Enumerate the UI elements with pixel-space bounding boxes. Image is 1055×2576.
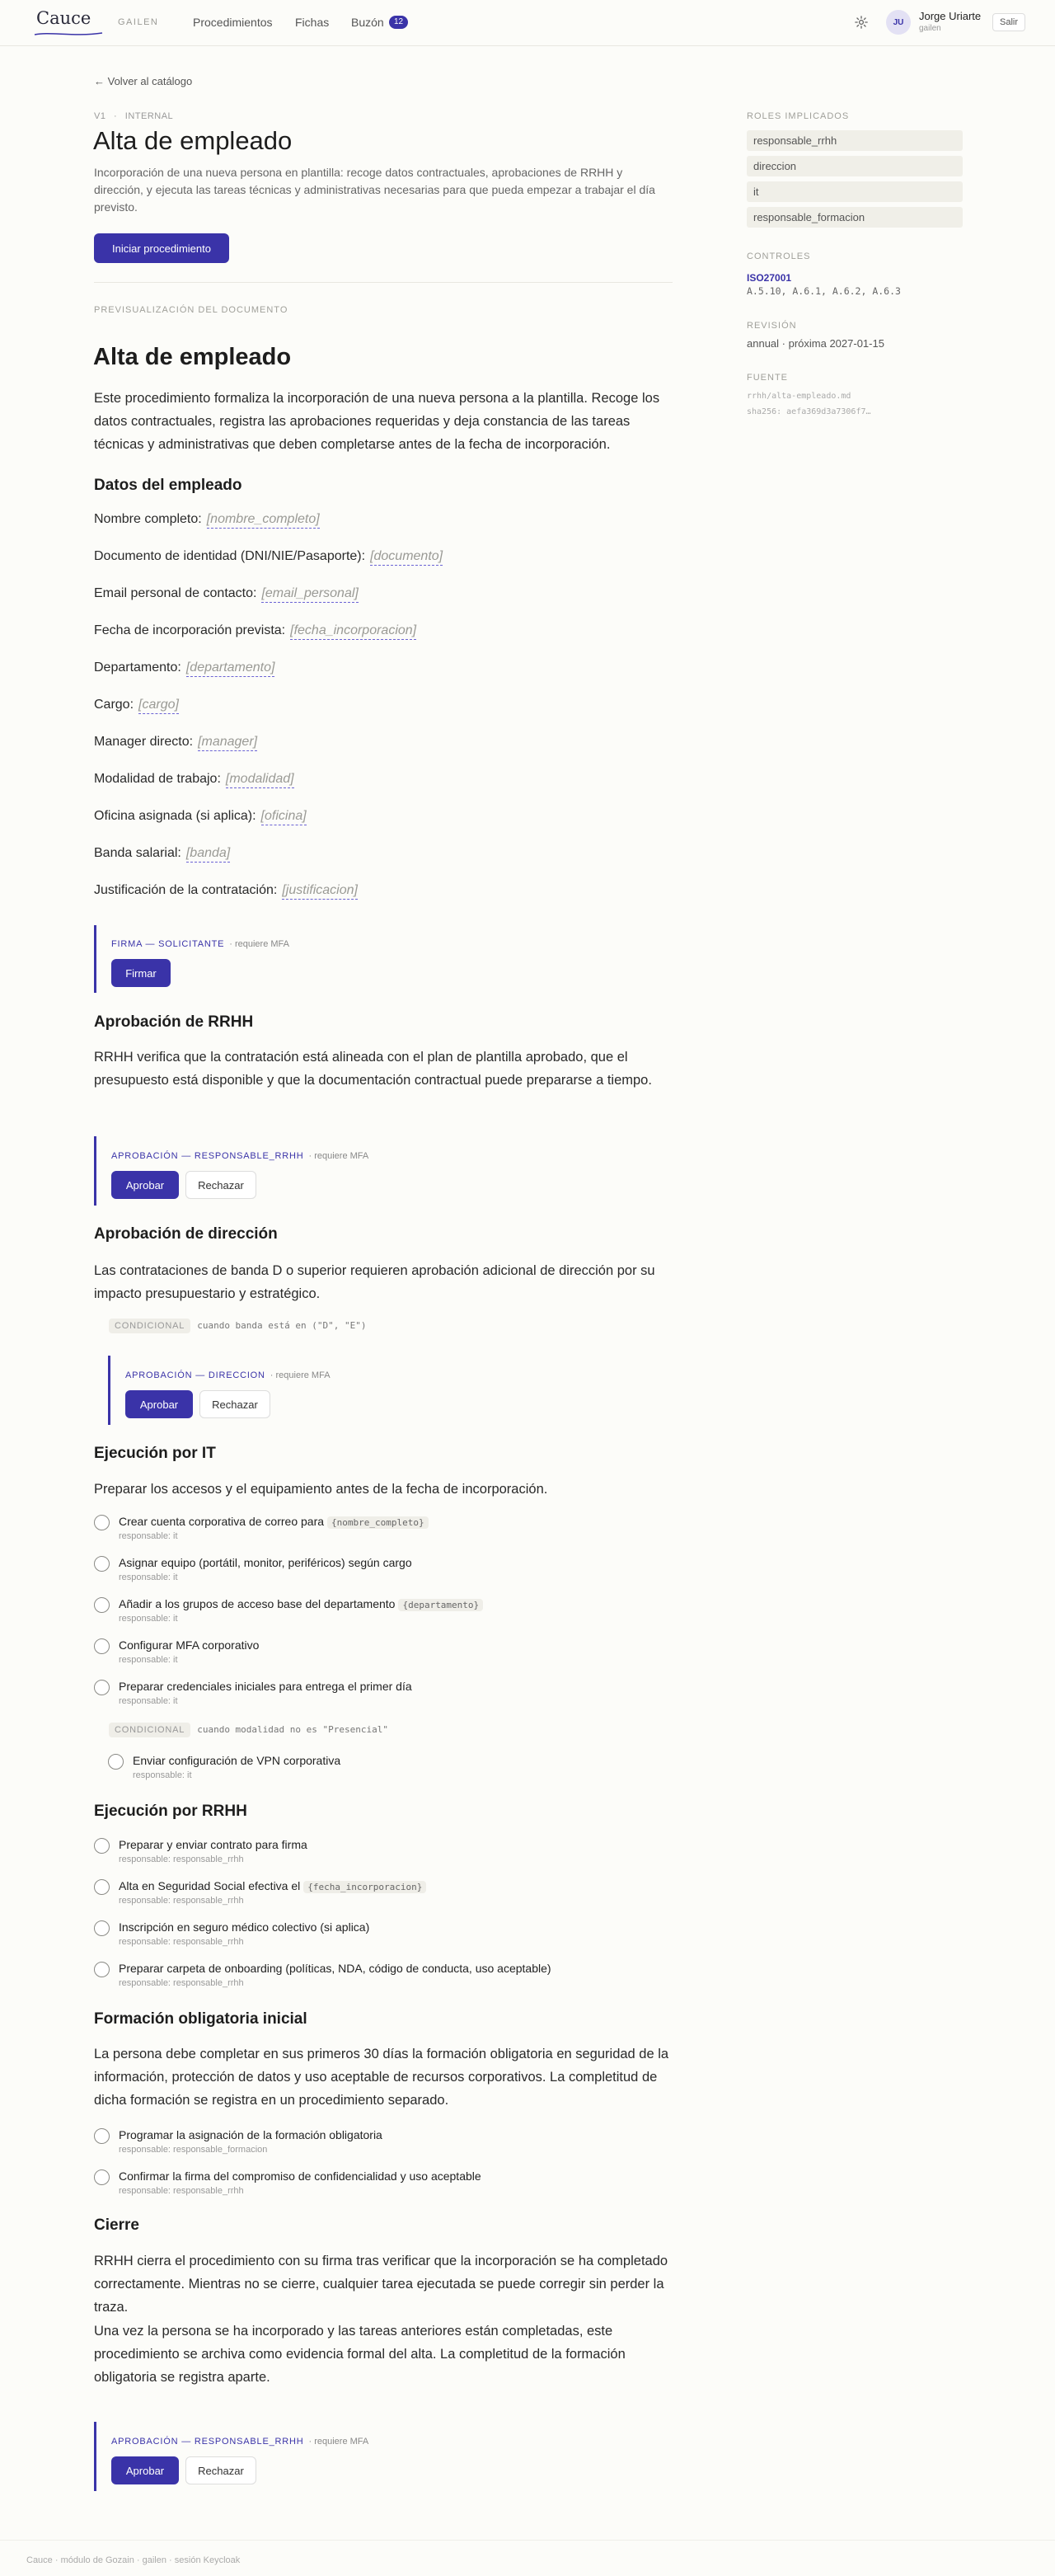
nav-buzon[interactable]: Buzón <box>351 16 384 29</box>
condition-text: cuando banda está en ("D", "E") <box>197 1320 367 1331</box>
version-meta: V1 · INTERNAL <box>94 111 174 121</box>
inbox-count-badge: 12 <box>389 16 408 29</box>
field-oficina: Oficina asignada (si aplica): [oficina] <box>94 809 307 824</box>
task-responsible: responsable: responsable_rrhh <box>119 1854 244 1864</box>
avatar[interactable]: JU <box>886 10 911 35</box>
nav-fichas[interactable]: Fichas <box>295 16 330 29</box>
source-file: rrhh/alta-empleado.md <box>747 392 851 401</box>
field-documento: Documento de identidad (DNI/NIE/Pasaporte): [documento] <box>94 549 443 564</box>
logo[interactable] <box>36 8 91 28</box>
field-banda: Banda salarial: [banda] <box>94 846 230 861</box>
user-name: Jorge Uriarte <box>919 10 982 22</box>
it-text: Preparar los accesos y el equipamiento antes de la fecha de incorporación. <box>94 1482 548 1497</box>
placeholder-fecha[interactable]: [fecha_incorporacion] <box>290 623 416 640</box>
mfa-note: · requiere MFA <box>229 939 289 949</box>
task-responsible: responsable: it <box>119 1531 178 1541</box>
mfa-note: · requiere MFA <box>308 2437 369 2447</box>
close-text-2: Una vez la persona se ha incorporado y las tareas anteriores están completadas, este procedimiento se archiva como evidencia formal del alta. La completitud de la formación obligatoria se registra aparte. <box>94 2324 626 2385</box>
conditional-badge: CONDICIONAL <box>109 1319 190 1333</box>
task-responsible: responsable: responsable_rrhh <box>119 2186 244 2196</box>
role-chip: responsable_rrhh <box>747 130 963 151</box>
task-checkbox[interactable] <box>94 1962 110 1977</box>
mfa-note: · requiere MFA <box>270 1370 331 1380</box>
task-checkbox[interactable] <box>94 1680 110 1695</box>
task-label: Preparar y enviar contrato para firma <box>119 1838 307 1851</box>
version-label: V1 <box>94 111 106 121</box>
doc-title: Alta de empleado <box>93 344 292 370</box>
revision-value: annual · próxima 2027-01-15 <box>747 337 884 350</box>
approval-label: APROBACIÓN — RESPONSABLE_RRHH <box>111 1151 304 1161</box>
preview-label: PREVISUALIZACIÓN DEL DOCUMENTO <box>94 305 288 315</box>
task-responsible: responsable: responsable_rrhh <box>119 1978 244 1988</box>
placeholder-manager[interactable]: [manager] <box>198 735 257 751</box>
placeholder-oficina[interactable]: [oficina] <box>261 809 307 825</box>
placeholder-departamento[interactable]: [departamento] <box>186 660 275 677</box>
back-link-label: Volver al catálogo <box>107 75 193 87</box>
task-label: Enviar configuración de VPN corporativa <box>133 1754 341 1767</box>
placeholder-banda[interactable]: [banda] <box>186 846 230 863</box>
section-training-heading: Formación obligatoria inicial <box>94 2010 307 2028</box>
standard-label: ISO27001 <box>747 272 792 284</box>
approval-block-direccion <box>108 1356 672 1425</box>
field-fecha: Fecha de incorporación prevista: [fecha_incorporacion] <box>94 623 416 638</box>
signature-block-solicitante <box>94 925 673 993</box>
task-checkbox[interactable] <box>94 2128 110 2144</box>
task-responsible: responsable: it <box>119 1696 178 1706</box>
rrhh-approval-text: RRHH verifica que la contratación está alineada con el plan de plantilla aprobado, que el presupuesto está disponible y que la documentación contractual puede prepararse a tiempo. <box>94 1050 652 1088</box>
role-chip: direccion <box>747 156 963 176</box>
training-text: La persona debe completar en sus primeros 30 días la formación obligatoria en seguridad de la información, protección de datos y uso aceptable de recursos corporativos. La completitud de dicha formación se registra en un procedimiento separado. <box>94 2047 669 2108</box>
source-title: FUENTE <box>747 373 788 383</box>
section-dir-approval-heading: Aprobación de dirección <box>94 1225 278 1243</box>
task-label: Programar la asignación de la formación obligatoria <box>119 2128 382 2141</box>
field-modalidad: Modalidad de trabajo: [modalidad] <box>94 772 294 787</box>
section-it-heading: Ejecución por IT <box>94 1445 216 1462</box>
approve-button[interactable]: Aprobar <box>125 1390 193 1418</box>
source-hash: sha256: aefa369d3a7306f7… <box>747 407 871 416</box>
logout-button[interactable]: Salir <box>992 13 1025 31</box>
nav-procedimientos[interactable]: Procedimientos <box>193 16 273 29</box>
reject-button[interactable]: Rechazar <box>185 2456 256 2484</box>
top-bar <box>0 0 1055 46</box>
task-checkbox[interactable] <box>94 1838 110 1854</box>
page-description: Incorporación de una nueva persona en plantilla: recoge datos contractuales, aprobaciones de RRHH y dirección, y ejecuta las tareas técnicas y administrativas necesarias para que pueda empezar a trabajar el día previsto. <box>94 166 655 214</box>
start-procedure-button[interactable]: Iniciar procedimiento <box>94 233 229 263</box>
task-responsible: responsable: responsable_formacion <box>119 2145 268 2155</box>
placeholder-documento[interactable]: [documento] <box>370 549 443 566</box>
approval-block-rrhh <box>94 1136 673 1206</box>
task-label: Asignar equipo (portátil, monitor, periféricos) según cargo <box>119 1556 412 1569</box>
org-tag: GAILEN <box>118 17 159 27</box>
field-cargo: Cargo: [cargo] <box>94 698 179 712</box>
task-responsible: responsable: it <box>119 1655 178 1665</box>
approval-label: APROBACIÓN — RESPONSABLE_RRHH <box>111 2437 304 2447</box>
task-checkbox[interactable] <box>94 1556 110 1572</box>
logo-underline-icon <box>33 31 104 37</box>
task-label: Añadir a los grupos de acceso base del departamento {departamento} <box>119 1597 483 1610</box>
approval-label: APROBACIÓN — DIRECCION <box>125 1370 265 1380</box>
doc-intro: Este procedimiento formaliza la incorporación de una nueva persona a la plantilla. Recoge los datos contractuales, registra las aprobaciones requeridas y deja constancia de las tareas técnicas y administrativas que deben completarse antes de la fecha de incorporación. <box>94 391 660 452</box>
task-responsible: responsable: it <box>133 1770 192 1780</box>
task-label: Preparar carpeta de onboarding (políticas, NDA, código de conducta, uso aceptable) <box>119 1962 551 1975</box>
field-email: Email personal de contacto: [email_personal] <box>94 586 359 601</box>
task-label: Preparar credenciales iniciales para entrega el primer día <box>119 1680 412 1693</box>
page-title: Alta de empleado <box>93 126 293 155</box>
task-label: Alta en Seguridad Social efectiva el {fecha_incorporacion} <box>119 1879 426 1892</box>
placeholder-cargo[interactable]: [cargo] <box>138 698 179 714</box>
close-text-1: RRHH cierra el procedimiento con su firma tras verificar que la incorporación se ha completado correctamente. Mientras no se cierre, cualquier tarea ejecutada se puede corregir sin perder la traza. <box>94 2254 668 2315</box>
placeholder-justificacion[interactable]: [justificacion] <box>282 883 358 900</box>
task-label: Configurar MFA corporativo <box>119 1638 260 1652</box>
back-link[interactable] <box>94 75 192 87</box>
section-employee-heading: Datos del empleado <box>94 477 242 494</box>
section-close-heading: Cierre <box>94 2216 139 2234</box>
role-chip: it <box>747 181 963 202</box>
section-rrhh-approval-heading: Aprobación de RRHH <box>94 1013 254 1031</box>
condition-text: cuando modalidad no es "Presencial" <box>197 1724 388 1735</box>
task-label: Inscripción en seguro médico colectivo (si aplica) <box>119 1920 370 1934</box>
task-responsible: responsable: it <box>119 1614 178 1624</box>
reject-button[interactable]: Rechazar <box>199 1390 270 1418</box>
arrow-left-icon: ← <box>94 75 105 87</box>
user-org: gailen <box>919 24 941 33</box>
logo-text: Cauce <box>36 8 91 28</box>
sign-button[interactable]: Firmar <box>111 959 171 987</box>
section-rrhh-exec-heading: Ejecución por RRHH <box>94 1803 247 1820</box>
controls-title: CONTROLES <box>747 251 811 261</box>
roles-title: ROLES IMPLICADOS <box>747 111 850 121</box>
footer: Cauce · módulo de Gozain · gailen · sesión Keycloak <box>26 2555 241 2565</box>
approve-button[interactable]: Aprobar <box>111 1171 179 1199</box>
task-label: Crear cuenta corporativa de correo para {nombre_completo} <box>119 1515 429 1528</box>
placeholder-email[interactable]: [email_personal] <box>261 586 358 603</box>
dir-approval-text: Las contrataciones de banda D o superior requieren aprobación adicional de dirección por su impacto presupuestario y estratégico. <box>94 1263 655 1301</box>
task-responsible: responsable: it <box>119 1572 178 1582</box>
visibility-label: INTERNAL <box>124 111 174 121</box>
footer-divider <box>0 2540 1055 2541</box>
task-checkbox[interactable] <box>94 1920 110 1936</box>
task-responsible: responsable: responsable_rrhh <box>119 1937 244 1947</box>
condition-it <box>109 1723 388 1737</box>
conditional-badge: CONDICIONAL <box>109 1723 190 1737</box>
task-checkbox[interactable] <box>94 2169 110 2185</box>
approve-button[interactable]: Aprobar <box>111 2456 179 2484</box>
task-checkbox[interactable] <box>108 1754 124 1770</box>
field-manager: Manager directo: [manager] <box>94 735 257 750</box>
field-nombre: Nombre completo: [nombre_completo] <box>94 512 320 527</box>
task-checkbox[interactable] <box>94 1515 110 1530</box>
mfa-note: · requiere MFA <box>308 1151 369 1161</box>
gear-icon[interactable] <box>854 15 869 30</box>
task-checkbox[interactable] <box>94 1879 110 1895</box>
field-departamento: Departamento: [departamento] <box>94 660 274 675</box>
approval-block-close <box>94 2422 673 2491</box>
controls-list: A.5.10, A.6.1, A.6.2, A.6.3 <box>747 285 901 297</box>
role-chip: responsable_formacion <box>747 207 963 228</box>
reject-button[interactable]: Rechazar <box>185 1171 256 1199</box>
placeholder-nombre[interactable]: [nombre_completo] <box>207 512 320 529</box>
revision-title: REVISIÓN <box>747 321 797 331</box>
task-label: Confirmar la firma del compromiso de confidencialidad y uso aceptable <box>119 2169 481 2183</box>
task-responsible: responsable: responsable_rrhh <box>119 1896 244 1906</box>
field-justificacion: Justificación de la contratación: [justificacion] <box>94 883 358 898</box>
task-checkbox[interactable] <box>94 1638 110 1654</box>
task-checkbox[interactable] <box>94 1597 110 1613</box>
divider <box>94 282 673 283</box>
condition-dir <box>109 1319 367 1333</box>
signature-label: FIRMA — SOLICITANTE <box>111 939 225 949</box>
placeholder-modalidad[interactable]: [modalidad] <box>226 772 294 788</box>
